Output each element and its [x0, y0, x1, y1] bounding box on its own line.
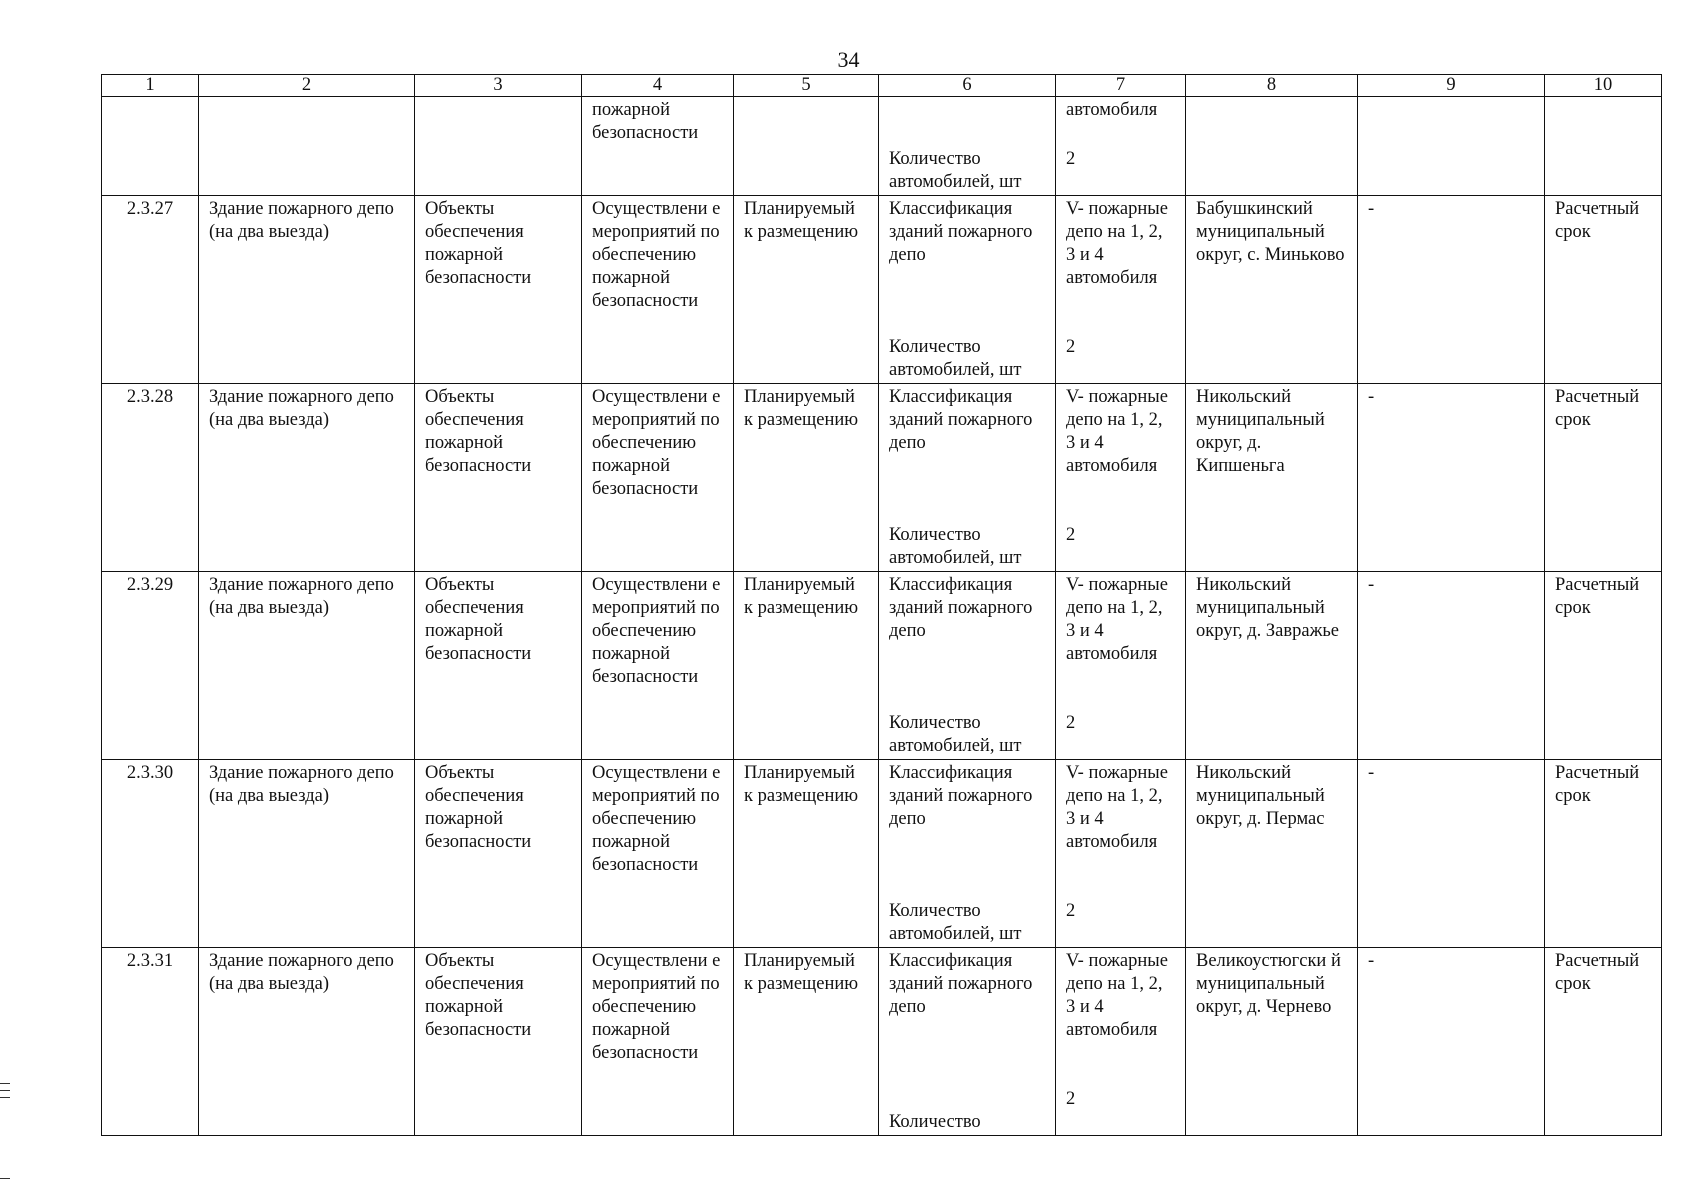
value-cell	[1056, 948, 1186, 1136]
value-top: V- пожарные депо на 1, 2, 3 и 4 автомобиля	[1066, 387, 1168, 476]
column-header: 4	[582, 75, 734, 97]
table-cell	[199, 97, 415, 196]
characteristic-cell	[879, 384, 1056, 572]
margin-mark	[0, 1097, 10, 1098]
object-type-cell: Объекты обеспечения пожарной безопасности	[415, 572, 582, 760]
characteristic-cell	[879, 572, 1056, 760]
purpose-cell: Осуществлени е мероприятий по обеспечению пожарной безопасности	[582, 384, 734, 572]
row-number-cell: 2.3.28	[102, 384, 199, 572]
value-top: V- пожарные депо на 1, 2, 3 и 4 автомобиля	[1066, 951, 1168, 1040]
table-cell	[734, 97, 879, 196]
status-cell: Планируемый к размещению	[734, 572, 879, 760]
column-number-row	[102, 75, 1662, 97]
object-name-cell: Здание пожарного депо (на два выезда)	[199, 384, 415, 572]
table-row	[102, 196, 1662, 384]
column-header: 7	[1056, 75, 1186, 97]
characteristic-bottom: Количество автомобилей, шт	[889, 901, 1022, 944]
object-type-cell: Объекты обеспечения пожарной безопасности	[415, 948, 582, 1136]
margin-mark	[0, 1178, 10, 1179]
location-cell: Никольский муниципальный округ, д. Завражье	[1186, 572, 1358, 760]
zone-cell: -	[1358, 948, 1545, 1136]
purpose-cell: Осуществлени е мероприятий по обеспечению пожарной безопасности	[582, 196, 734, 384]
value-top: автомобиля	[1066, 100, 1158, 120]
characteristic-cell	[879, 97, 1056, 196]
status-cell: Планируемый к размещению	[734, 948, 879, 1136]
characteristic-cell	[879, 948, 1056, 1136]
object-type-cell: Объекты обеспечения пожарной безопасности	[415, 196, 582, 384]
object-type-cell: Объекты обеспечения пожарной безопасности	[415, 384, 582, 572]
characteristic-bottom: Количество	[889, 1112, 981, 1132]
margin-mark	[0, 1090, 10, 1091]
characteristic-top: Классификация зданий пожарного депо	[889, 387, 1033, 453]
value-bottom: 2	[1066, 1089, 1076, 1109]
continuation-row	[102, 97, 1662, 196]
status-cell: Планируемый к размещению	[734, 760, 879, 948]
column-header: 6	[879, 75, 1056, 97]
table-cell	[102, 97, 199, 196]
column-header: 3	[415, 75, 582, 97]
term-cell: Расчетный срок	[1545, 948, 1662, 1136]
column-header: 8	[1186, 75, 1358, 97]
value-cell	[1056, 572, 1186, 760]
status-cell: Планируемый к размещению	[734, 196, 879, 384]
characteristic-bottom: Количество автомобилей, шт	[889, 337, 1022, 380]
location-cell: Бабушкинский муниципальный округ, с. Миньково	[1186, 196, 1358, 384]
margin-mark	[0, 1083, 10, 1084]
zone-cell: -	[1358, 384, 1545, 572]
column-header: 10	[1545, 75, 1662, 97]
value-top: V- пожарные депо на 1, 2, 3 и 4 автомобиля	[1066, 763, 1168, 852]
characteristic-top: Классификация зданий пожарного депо	[889, 199, 1033, 265]
column-header: 1	[102, 75, 199, 97]
row-number-cell: 2.3.29	[102, 572, 199, 760]
purpose-cell: Осуществлени е мероприятий по обеспечению пожарной безопасности	[582, 948, 734, 1136]
table-row	[102, 760, 1662, 948]
characteristic-cell	[879, 196, 1056, 384]
purpose-cell: Осуществлени е мероприятий по обеспечению пожарной безопасности	[582, 572, 734, 760]
value-bottom: 2	[1066, 337, 1076, 357]
table-cell	[1186, 97, 1358, 196]
page-number: 34	[837, 47, 860, 72]
zone-cell: -	[1358, 196, 1545, 384]
table-row	[102, 948, 1662, 1136]
table-cell	[1358, 97, 1545, 196]
table-cell	[415, 97, 582, 196]
object-name-cell: Здание пожарного депо (на два выезда)	[199, 196, 415, 384]
term-cell: Расчетный срок	[1545, 196, 1662, 384]
location-cell: Никольский муниципальный округ, д. Пермас	[1186, 760, 1358, 948]
value-top: V- пожарные депо на 1, 2, 3 и 4 автомобиля	[1066, 199, 1168, 288]
value-bottom: 2	[1066, 525, 1076, 545]
characteristic-bottom: Количество автомобилей, шт	[889, 149, 1022, 192]
row-number-cell: 2.3.31	[102, 948, 199, 1136]
purpose-cell: пожарной безопасности	[582, 97, 734, 196]
value-bottom: 2	[1066, 149, 1076, 169]
characteristic-top: Классификация зданий пожарного депо	[889, 951, 1033, 1017]
characteristic-top: Классификация зданий пожарного депо	[889, 575, 1033, 641]
planning-table	[101, 74, 1662, 1136]
object-name-cell: Здание пожарного депо (на два выезда)	[199, 760, 415, 948]
table-row	[102, 384, 1662, 572]
row-number-cell: 2.3.27	[102, 196, 199, 384]
characteristic-top: Классификация зданий пожарного депо	[889, 763, 1033, 829]
table-cell	[1545, 97, 1662, 196]
value-cell	[1056, 384, 1186, 572]
value-cell	[1056, 196, 1186, 384]
characteristic-cell	[879, 760, 1056, 948]
location-cell: Великоустюгски й муниципальный округ, д. Чернево	[1186, 948, 1358, 1136]
value-bottom: 2	[1066, 713, 1076, 733]
characteristic-bottom: Количество автомобилей, шт	[889, 713, 1022, 756]
column-header: 9	[1358, 75, 1545, 97]
object-name-cell: Здание пожарного депо (на два выезда)	[199, 948, 415, 1136]
term-cell: Расчетный срок	[1545, 572, 1662, 760]
value-cell	[1056, 97, 1186, 196]
characteristic-bottom: Количество автомобилей, шт	[889, 525, 1022, 568]
value-cell	[1056, 760, 1186, 948]
term-cell: Расчетный срок	[1545, 384, 1662, 572]
object-name-cell: Здание пожарного депо (на два выезда)	[199, 572, 415, 760]
value-bottom: 2	[1066, 901, 1076, 921]
term-cell: Расчетный срок	[1545, 760, 1662, 948]
table-row	[102, 572, 1662, 760]
zone-cell: -	[1358, 572, 1545, 760]
row-number-cell: 2.3.30	[102, 760, 199, 948]
zone-cell: -	[1358, 760, 1545, 948]
status-cell: Планируемый к размещению	[734, 384, 879, 572]
object-type-cell: Объекты обеспечения пожарной безопасности	[415, 760, 582, 948]
location-cell: Никольский муниципальный округ, д. Кипшеньга	[1186, 384, 1358, 572]
column-header: 2	[199, 75, 415, 97]
value-top: V- пожарные депо на 1, 2, 3 и 4 автомобиля	[1066, 575, 1168, 664]
purpose-cell: Осуществлени е мероприятий по обеспечению пожарной безопасности	[582, 760, 734, 948]
column-header: 5	[734, 75, 879, 97]
data-rows	[102, 196, 1662, 1136]
